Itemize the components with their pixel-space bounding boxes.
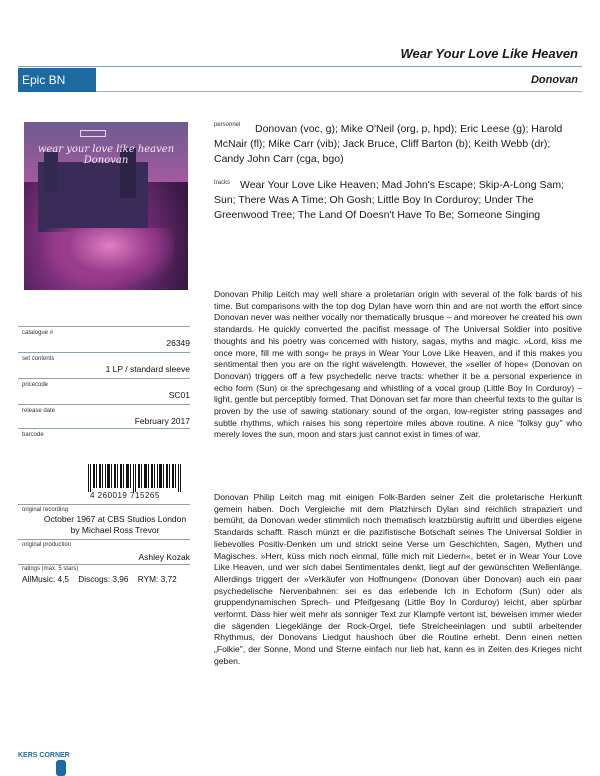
original-recording-label: original recording — [22, 507, 69, 513]
tracks-label: tracks — [214, 180, 231, 186]
album-title: Wear Your Love Like Heaven — [400, 46, 578, 61]
set-contents-label: set contents — [22, 356, 55, 362]
catalogue-label: catalogue # — [22, 330, 54, 336]
header-divider — [18, 66, 582, 67]
cover-lettering: wear your love like heaven Donovan — [37, 144, 175, 166]
description-english: Donovan Philip Leitch may well share a proletarian origin with several of the folk bards of his time. But comparisons with the top dog Dylan have worn thin and are not worth the effort since Donovan never was neither vocally nor thematically brusque – and moreover he created his own standards. He quickly converted the pacifist message of The Universal Soldier into positive thoughts and his poetry was concerned with history, sagas, myths and magic. »Lord, kiss me once more, fill me with song« he prays in Wear Your Love Like Heaven, and if this makes you sentimental then you are on the right wavelength. However, the »seller of hope« (Donovan on Donovan) triggers off a few psychedelic nerve tracts: whether it be a personal experience in echo form (Sun) or the sprechgesang and whistling of a vocal group (Little Boy In Corduroy) – light, gentle but perceptibly formed. That Donovan set far more than cheerful texts to the guitar is proven by the use of sawing stationary sound of the organ, low-register string passages and subtle rhythms, which raises his song repertoire miles above routine. A nice "folksy guy" who merely loves the sun, moon and stars just cannot exist in times of war. — [214, 289, 582, 440]
footer-logo-mark — [56, 760, 66, 776]
catalogue-code-badge: Epic BN 26349 — [18, 68, 96, 92]
meta-divider — [18, 404, 190, 405]
personnel-label: personnel — [214, 122, 241, 128]
set-contents-value: 1 LP / standard sleeve — [105, 364, 190, 374]
original-production-label: original production — [22, 542, 72, 548]
catalogue-value: 26349 — [166, 338, 190, 348]
pricecode-value: SC01 — [168, 390, 190, 400]
meta-divider — [18, 539, 190, 540]
album-cover — [24, 122, 188, 290]
header-divider-2 — [96, 91, 582, 92]
meta-divider — [18, 352, 190, 353]
pricecode-label: pricecode — [22, 382, 49, 388]
personnel-text: Donovan (voc, g); Mike O'Neil (org, p, hpd); Eric Leese (g); Harold McNair (fl); Mike Carr (vib); Jack Bruce, Cliff Barton (b); Keith Webb (dr); Candy John Carr (cga, bgo) — [214, 123, 563, 165]
ratings-label: ratings (max. 5 stars) — [22, 566, 79, 572]
artist-name: Donovan — [530, 74, 578, 86]
barcode-number: 4 260019 715265 — [90, 491, 160, 500]
release-date-label: release date — [22, 408, 56, 414]
meta-divider — [18, 564, 190, 565]
meta-divider — [18, 326, 190, 327]
meta-divider — [18, 428, 190, 429]
original-production-value: Ashley Kozak — [138, 552, 190, 562]
ratings-value: AllMusic: 4,5 Discogs: 3,96 RYM: 3,72 — [22, 574, 177, 584]
footer-brand-logo: KERS CORNER — [18, 752, 70, 759]
barcode-image — [88, 464, 184, 492]
original-recording-value: October 1967 at CBS Studios London by Michael Ross Trevor — [43, 514, 187, 535]
release-date-value: February 2017 — [134, 416, 190, 426]
tracks-text: Wear Your Love Like Heaven; Mad John's Escape; Skip-A-Long Sam; Sun; There Was A Time; Oh Gosh; Little Boy In Corduroy; Under The Greenwood Tree; The Land Of Doesn't Have To Be; Someone Singing — [214, 179, 564, 221]
label-logo — [80, 130, 106, 137]
barcode-label: barcode — [22, 432, 44, 438]
description-german: Donovan Philip Leitch mag mit einigen Folk-Barden seiner Zeit die proletarische Herkunft gemein haben. Doch Vergleiche mit dem Platzhirsch Dylan sind reichlich strapaziert und bemüht, da Donovan weder stimmlich noch thematisch kratzbürstig auftritt und überdies eigene Standards schafft. Rasch münzt er die pazifistische Botschaft seines The Universal Soldier in liebevolles Positiv-Denken um und strickt seine Verse um Geschichten, Sagen, Mythen und Magisches. »Herr, küss mich noch einmal, fülle mich mit Liedern«, betet er in Wear Your Love Like Heaven, und wer sich dabei Sentimentales denkt, liegt auf der gewünschten Wellenlänge. Allerdings triggert der »Verkäufer von Hoffnungen« (Donovan über Donovan) auch ein paar psychedelische Nervenbahnen: sei es das erlebende Ich in Echoform (Sun) oder als gruppendynamischen Sprech- und Pfeifgesang (Little Boy In Corduroy) leicht, aber spürbar verformt. Dass hier weit mehr als sonniger Text zur Klampfe vertont ist, beweisen immer wieder die sägenden Liegeklänge der Rock-Orgel, tiefe Streicheeinlagen und subtil arbeitender Rhythmus, der Donovans Liedgut haushoch über die Routine erhebt. Denn einen netten „Folkie", der Sonne, Mond und Sterne einfach nur lieb hat, kann es in Zeiten des Krieges nicht geben. — [214, 492, 582, 666]
meta-divider — [18, 504, 190, 505]
meta-divider — [18, 378, 190, 379]
